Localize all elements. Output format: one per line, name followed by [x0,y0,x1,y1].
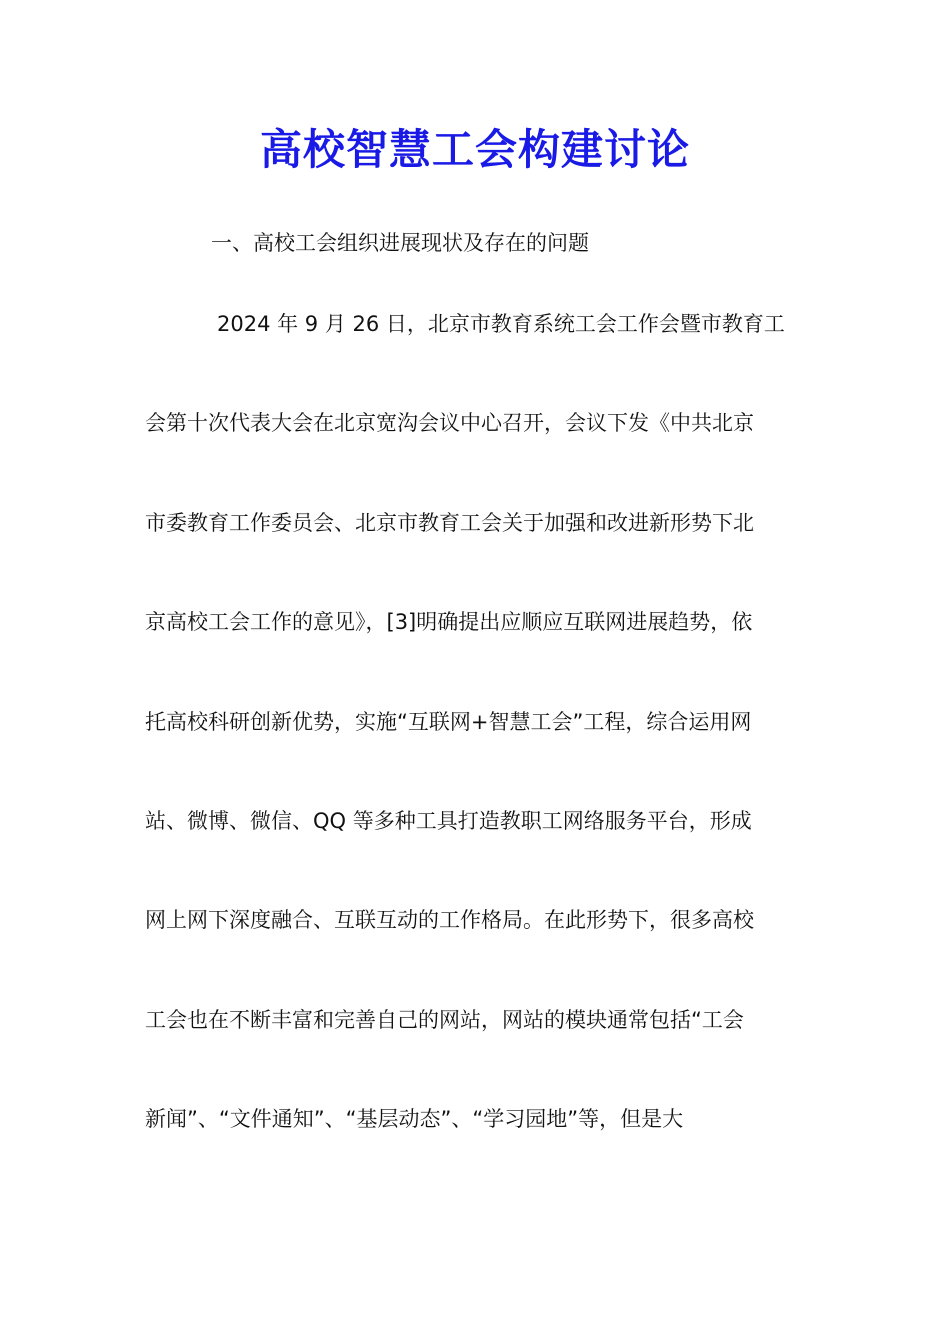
paragraph-line: 市委教育工作委员会、北京市教育工会关于加强和改进新形势下北 [145,510,754,535]
paragraph-line: 工会也在不断丰富和完善自己的网站，网站的模块通常包括“工会 [145,1007,744,1032]
paragraph-line: 网上网下深度融合、互联互动的工作格局。在此形势下，很多高校 [145,908,754,933]
paragraph-line: 新闻”、“文件通知”、“基层动态”、“学习园地”等，但是大 [145,1107,684,1132]
paragraph-line: 2024 年 9 月 26 日，北京市教育系统工会工作会暨市教育工 [217,312,785,336]
paragraph-line: 站、微博、微信、QQ 等多种工具打造教职工网络服务平台，形成 [145,808,752,833]
paragraph-line: 会第十次代表大会在北京宽沟会议中心召开，会议下发《中共北京 [145,411,754,436]
paragraph-line: 托高校科研创新优势，实施“互联网+智慧工会”工程，综合运用网 [145,709,752,734]
paragraph-line: 京高校工会工作的意见》，[3]明确提出应顺应互联网进展趋势，依 [145,610,753,635]
body-paragraph [145,308,805,1203]
section-heading: 一、高校工会组织进展现状及存在的问题 [211,231,589,255]
document-title: 高校智慧工会构建讨论 [259,125,690,174]
